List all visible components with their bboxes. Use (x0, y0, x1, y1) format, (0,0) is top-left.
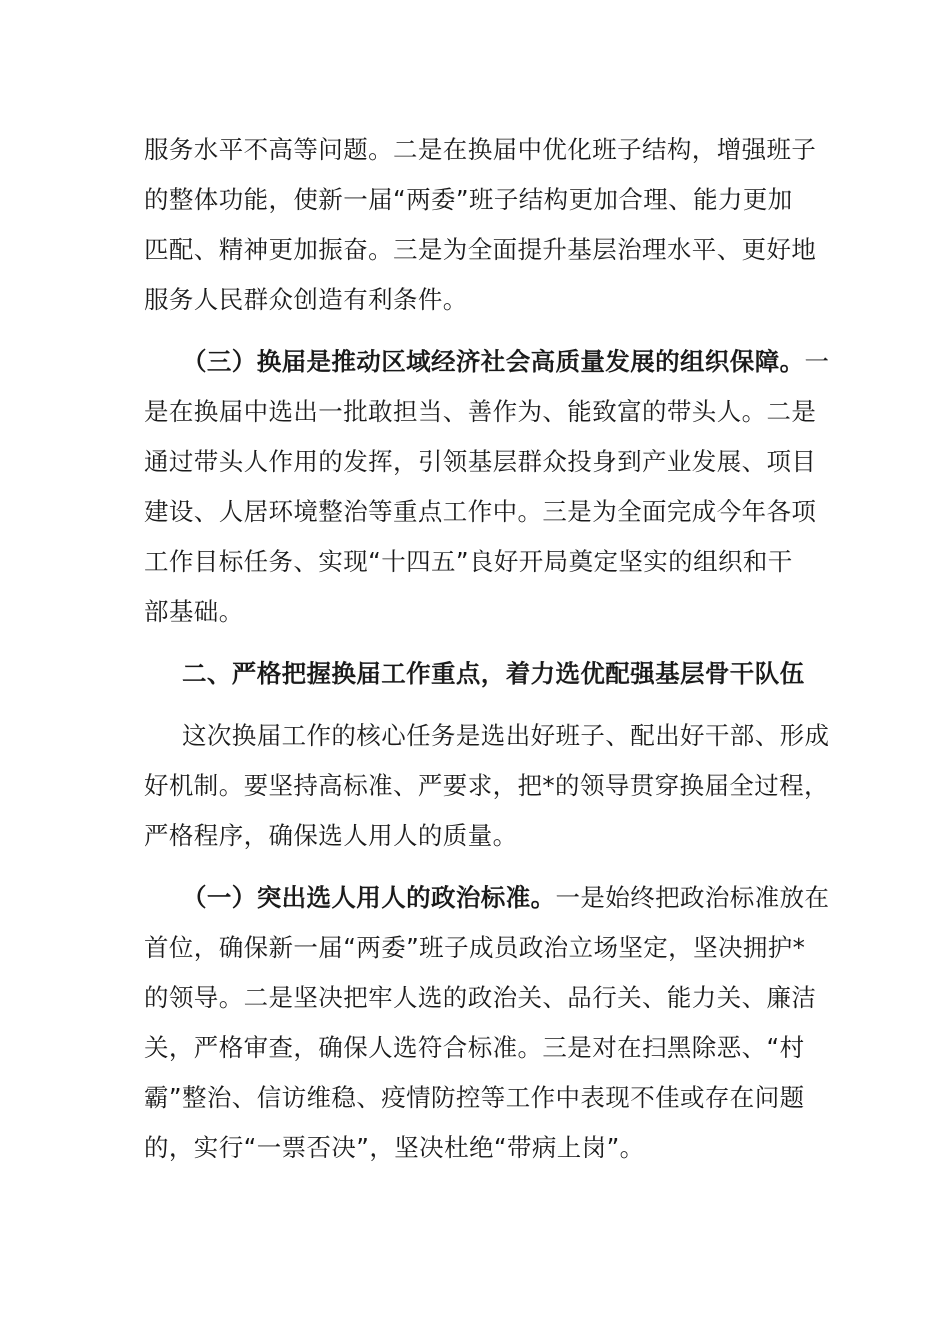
paragraph-line: 严格程序，确保选人用人的质量。 (144, 821, 518, 850)
paragraph-line: 关，严格审查，确保人选符合标准。三是对在扫黑除恶、“村 (144, 1033, 805, 1062)
paragraph-line: 建设、人居环境整治等重点工作中。三是为全面完成今年各项 (144, 497, 817, 526)
paragraph-line: 霸”整治、信访维稳、疫情防控等工作中表现不佳或存在问题 (144, 1083, 805, 1112)
subsection-heading: （一）突出选人用人的政治标准。 (182, 883, 556, 912)
paragraph-line: 首位，确保新一届“两委”班子成员政治立场坚定，坚决拥护* (144, 933, 806, 962)
paragraph-line: 的整体功能，使新一届“两委”班子结构更加合理、能力更加 (144, 185, 793, 214)
paragraph-line: 通过带头人作用的发挥，引领基层群众投身到产业发展、项目 (144, 447, 817, 476)
paragraph-first-line (182, 346, 829, 378)
paragraph-text: 一 (804, 347, 830, 376)
paragraph-line: 好机制。要坚持高标准、严要求，把*的领导贯穿换届全过程， (144, 771, 829, 800)
paragraph-first-line: 这次换届工作的核心任务是选出好班子、配出好干部、形成 (182, 721, 830, 750)
paragraph-line: 的，实行“一票否决”，坚决杜绝“带病上岗”。 (144, 1133, 645, 1162)
paragraph-line: 服务水平不高等问题。二是在换届中优化班子结构，增强班子 (144, 135, 817, 164)
section-title: 二、严格把握换届工作重点，着力选优配强基层骨干队伍 (182, 659, 805, 688)
paragraph-line: 部基础。 (144, 597, 244, 626)
paragraph-line: 服务人民群众创造有利条件。 (144, 285, 468, 314)
paragraph-first-line (182, 882, 829, 914)
paragraph-line: 是在换届中选出一批敢担当、善作为、能致富的带头人。二是 (144, 397, 817, 426)
paragraph-line: 匹配、精神更加振奋。三是为全面提升基层治理水平、更好地 (144, 235, 817, 264)
paragraph-text: 一是始终把政治标准放在 (555, 883, 830, 912)
paragraph-line: 工作目标任务、实现“十四五”良好开局奠定坚实的组织和干 (144, 547, 793, 576)
subsection-heading: （三）换届是推动区域经济社会高质量发展的组织保障。 (182, 347, 805, 376)
paragraph-line: 的领导。二是坚决把牢人选的政治关、品行关、能力关、廉洁 (144, 983, 817, 1012)
